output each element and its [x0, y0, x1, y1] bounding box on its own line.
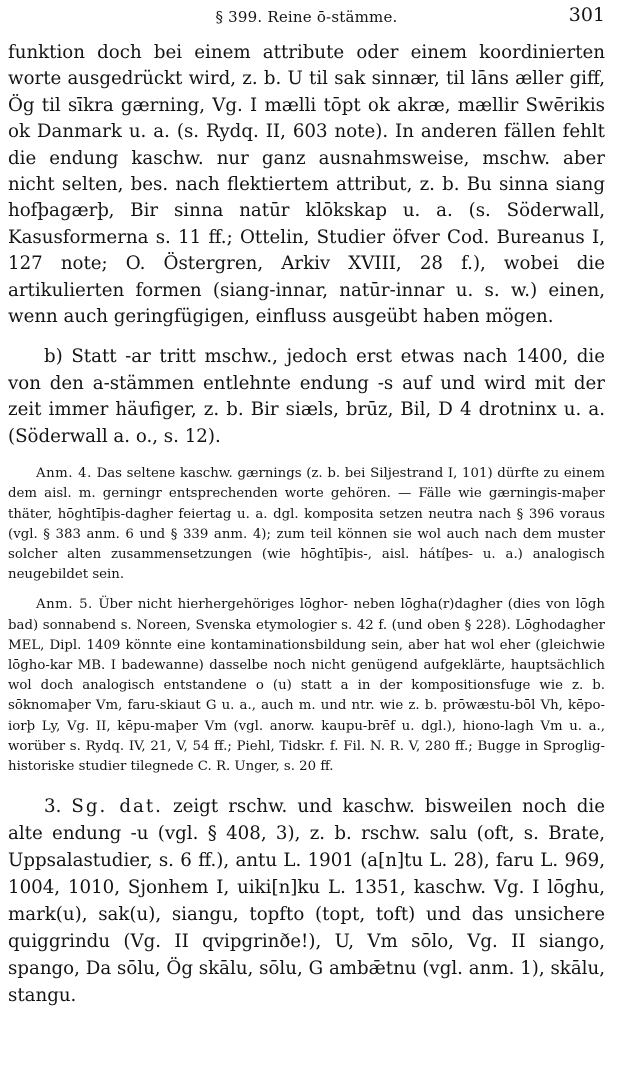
- body-text: [8, 40, 605, 1009]
- paragraph-3: [8, 793, 605, 1009]
- paragraph-a-continuation: funktion doch bei einem attribute oder einem koordinierten worte ausgedrückt wird, z. b. U til sak sinnær, til lāns æller giff, Ög til sīkra gærning, Vg. I mælli tōpt ok akræ, mællir Swērikis ok Danmark u. a. (s. Rydq. II, 603 note). In anderen fällen fehlt die endung kaschw. nur ganz ausnahmsweise, mschw. aber nicht selten, bes. nach flektiertem attribut, z. b. Bu sinna siang hofþagærþ, Bir sinna natūr klōkskap u. a. (s. Söderwall, Kasusformerna s. 11 ff.; Ottelin, Studier öfver Cod. Bureanus I, 127 note; O. Östergren, Arkiv XVIII, 28 f.), wobei die artikulierten formen (siang-innar, natūr-innar u. s. w.) einen, wenn auch geringfügigen, einfluss ausgeübt haben mögen.: [8, 42, 605, 328]
- note-5: [8, 595, 605, 777]
- paragraph-3-case-label: Sg. dat.: [71, 796, 163, 818]
- paragraph-b: b) Statt -ar tritt mschw., jedoch erst etwas nach 1400, die von den a-stämmen entlehnte endung -s auf und wird mit der zeit immer häufiger, z. b. Bir siæls, brūz, Bil, D 4 drotninx u. a. (Söderwall a. o., s. 12).: [8, 346, 605, 447]
- paragraph-3-number: 3.: [44, 796, 62, 818]
- running-title: § 399. Reine ō-stämme.: [215, 8, 398, 26]
- note-5-text: Über nicht hierhergehöriges lōghor- neben lōgha(r)dagher (dies von lōgh bad) sonnabend s. Noreen, Svenska etymologier s. 42 f. (und oben § 228). Lōghodagher MEL, Dipl. 1409 könnte eine kontaminationsbildung sein, aber hat wol eher (gleichwie lōgho-kar MB. I badewanne) dasselbe noch nicht genügend aufgeklärte, hauptsächlich wol doch analogisch entstandene o (u) statt a in der kompositionsfuge wie z. b. sōknomaþer Vm, faru-skiaut G u. a., auch m. und ntr. wie z. b. prōwæstu-bōl Vh, kēpo-iorþ Ly, Vg. II, kēpu-maþer Vm (vgl. anorw. kaupu-brēf u. dgl.), hiono-lagh Vm u. a., worüber s. Rydq. IV, 21, V, 54 ff.; Piehl, Tidskr. f. Fil. N. R. V, 280 ff.; Bugge in Sproglig-historiske studier tilegnede C. R. Unger, s. 20 ff.: [8, 597, 605, 774]
- note-4: [8, 464, 605, 585]
- running-head: [8, 4, 605, 28]
- note-4-text: Das seltene kaschw. gærnings (z. b. bei Siljestrand I, 101) dürfte zu einem dem aisl. m. gerningr entsprechenden worte gehören. — Fälle wie gærningis-maþer thäter, hōghtīþis-dagher feiertag u. a. dgl. komposita setzen neutra nach § 396 voraus (vgl. § 383 anm. 6 und § 339 anm. 4); zum teil können sie wol auch nach dem muster solcher alten zusammensetzungen (wie hōghtīþis-, aisl. hátíþes- u. a.) analogisch neugebildet sein.: [8, 466, 605, 583]
- paragraph-3-text: zeigt rschw. und kaschw. bisweilen noch die alte endung -u (vgl. § 408, 3), z. b. rschw. salu (oft, s. Brate, Uppsalastudier, s. 6 ff.), antu L. 1901 (a[n]tu L. 28), faru L. 969, 1004, 1010, Sjonhem I, uiki[n]ku L. 1351, kaschw. Vg. I lōghu, mark(u), sak(u), siangu, topfto (topt, toft) und das unsichere quiggrindu (Vg. II qvipgrinðe!), U, Vm sōlo, Vg. II siango, spango, Da sōlu, Ög skālu, sōlu, G ambǣtnu (vgl. anm. 1), skālu, stangu.: [8, 796, 605, 1007]
- page-number: 301: [568, 4, 605, 26]
- note-5-label: Anm. 5.: [36, 597, 93, 613]
- note-4-label: Anm. 4.: [36, 466, 92, 482]
